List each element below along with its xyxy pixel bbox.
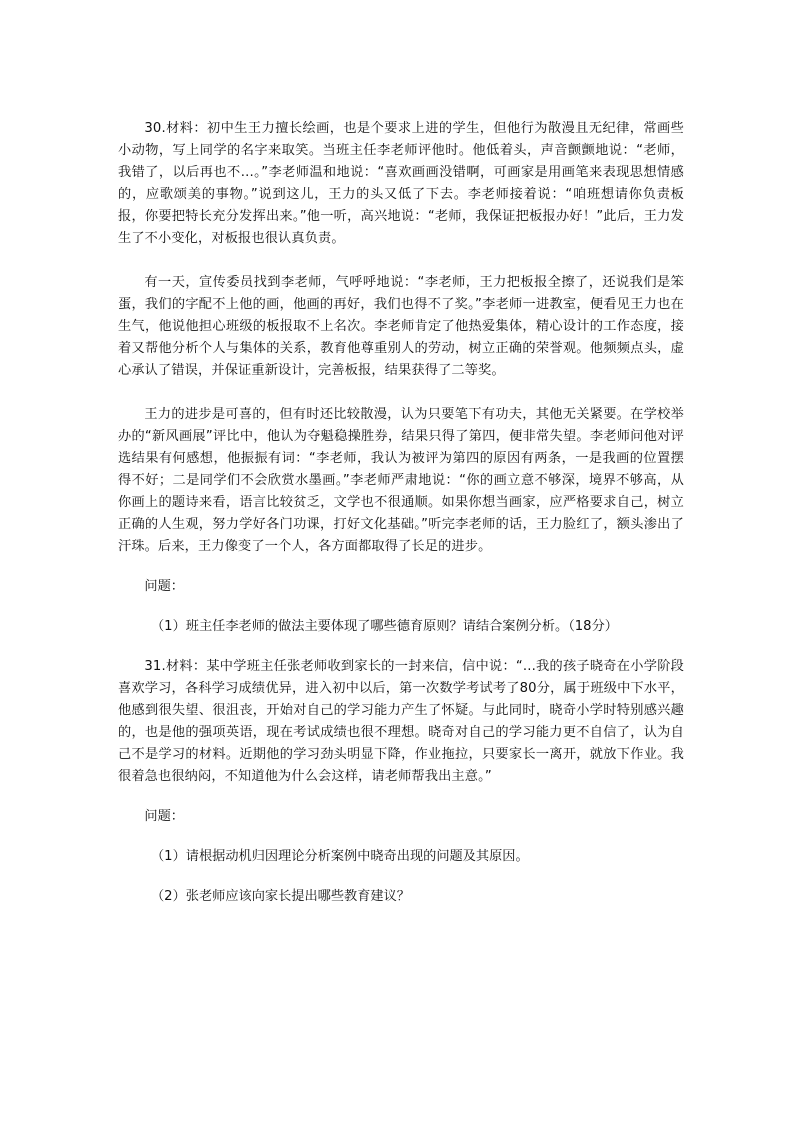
q30-material-paragraph-3: 王力的进步是可喜的，但有时还比较散漫，认为只要笔下有功夫，其他无关紧要。在学校举办的“新风画展”评比中，他认为夺魁稳操胜券，结果只得了第四，便非常失望。李老师问他对评选结果有何感想，他振振有词：“李老师，我认为被评为第四的原因有两条，一是我画的位置摆得不好；二是同学们不会欣赏水墨画。”李老师严肃地说：“你的画立意不够深，境界不够高，从你画上的题诗来看，语言比较贫乏，文学也不很通顺。如果你想当画家，应严格要求自己，树立正确的人生观，努力学好各门功课，打好文化基础。”听完李老师的话，王力脸红了，额头渗出了汗珠。后来，王力像变了一个人，各方面都取得了长足的进步。 [118,407,684,554]
document-page [118,118,684,908]
q30-material-paragraph-1: 30.材料：初中生王力擅长绘画，也是个要求上进的学生，但他行为散漫且无纪律，常画些小动物，写上同学的名字来取笑。当班主任李老师评他时。他低着头，声音颤颤地说：“老师，我错了，以后再也不…。”李老师温和地说：“喜欢画画没错啊，可画家是用画笔来表现思想情感的，应歌颂美的事物。”说到这儿，王力的头又低了下去。李老师接着说：“咱班想请你负责板报，你要把特长充分发挥出来。”他一听，高兴地说：“老师，我保证把板报办好！”此后，王力发生了不小变化，对板报也很认真负责。 [118,121,684,246]
q30-material-paragraph-2: 有一天，宣传委员找到李老师，气呼呼地说：“李老师，王力把板报全擦了，还说我们是笨蛋，我们的字配不上他的画，他画的再好，我们也得不了奖。”李老师一进教室，便看见王力也在生气，他说他担心班级的板报取不上名次。李老师肯定了他热爱集体，精心设计的工作态度，接着又帮他分析个人与集体的关系，教育他尊重别人的劳动，树立正确的荣誉观。他频频点头，虚心承认了错误，并保证重新设计，完善板报，结果获得了二等奖。 [118,275,684,378]
q30-question-label: 问题： [144,579,184,594]
q31-question-label: 问题： [144,809,184,824]
q31-question-1: （1）请根据动机归因理论分析案例中晓奇出现的问题及其原因。 [151,849,529,864]
q31-question-2: （2）张老师应该向家长提出哪些教育建议？ [151,889,410,904]
q31-material-paragraph: 31.材料：某中学班主任张老师收到家长的一封来信，信中说：“...我的孩子晓奇在小学阶段喜欢学习，各科学习成绩优异，进入初中以后，第一次数学考试考了80分，属于班级中下水平，他感到很失望、很沮丧，开始对自己的学习能力产生了怀疑。与此同时，晓奇小学时特别感兴趣的，也是他的强项英语，现在考试成绩也很不理想。晓奇对自己的学习能力更不自信了，认为自己不是学习的材料。近期他的学习劲头明显下降，作业拖拉，只要家长一离开，就放下作业。我很着急也很纳闷，不知道他为什么会这样，请老师帮我出主意。” [118,659,684,784]
q30-question-1: （1）班主任李老师的做法主要体现了哪些德育原则？请结合案例分析。（18分） [151,619,618,634]
